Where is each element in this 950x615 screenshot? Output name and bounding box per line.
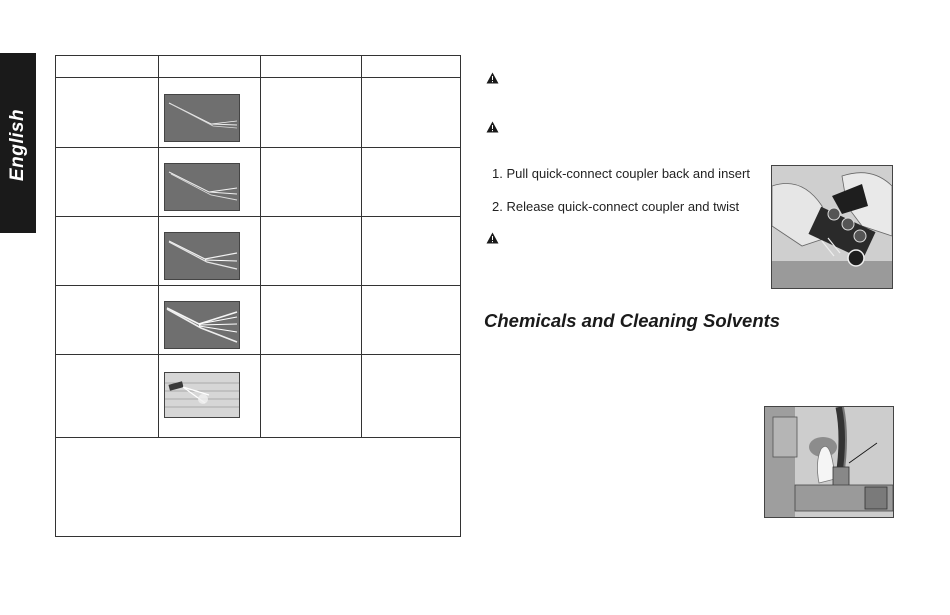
table-row-divider xyxy=(56,216,460,217)
section-title: Chemicals and Cleaning Solvents xyxy=(484,310,781,331)
table-row-divider xyxy=(56,354,460,355)
table-header-row xyxy=(56,56,460,78)
spray-pattern-image xyxy=(164,301,240,349)
step-2-text: 2. Release quick-connect coupler and twist xyxy=(492,199,740,214)
spray-pattern-image xyxy=(164,163,240,211)
table-notes-divider xyxy=(56,437,460,438)
spray-pattern-image xyxy=(164,94,240,142)
table-column-divider xyxy=(260,56,261,437)
warning-triangle-icon xyxy=(486,232,499,244)
spray-pattern-image xyxy=(164,372,240,418)
language-tab-label: English xyxy=(7,108,28,182)
table-column-divider xyxy=(158,56,159,437)
step-1-text: 1. Pull quick-connect coupler back and insert xyxy=(492,166,750,181)
nozzle-table xyxy=(55,55,461,537)
quick-connect-photo xyxy=(771,165,893,289)
table-column-divider xyxy=(361,56,362,437)
detergent-hose-photo xyxy=(764,406,894,518)
warning-triangle-icon xyxy=(486,72,499,84)
table-row-divider xyxy=(56,147,460,148)
table-row-divider xyxy=(56,285,460,286)
warning-triangle-icon xyxy=(486,121,499,133)
language-tab xyxy=(0,53,36,233)
spray-pattern-image xyxy=(164,232,240,280)
